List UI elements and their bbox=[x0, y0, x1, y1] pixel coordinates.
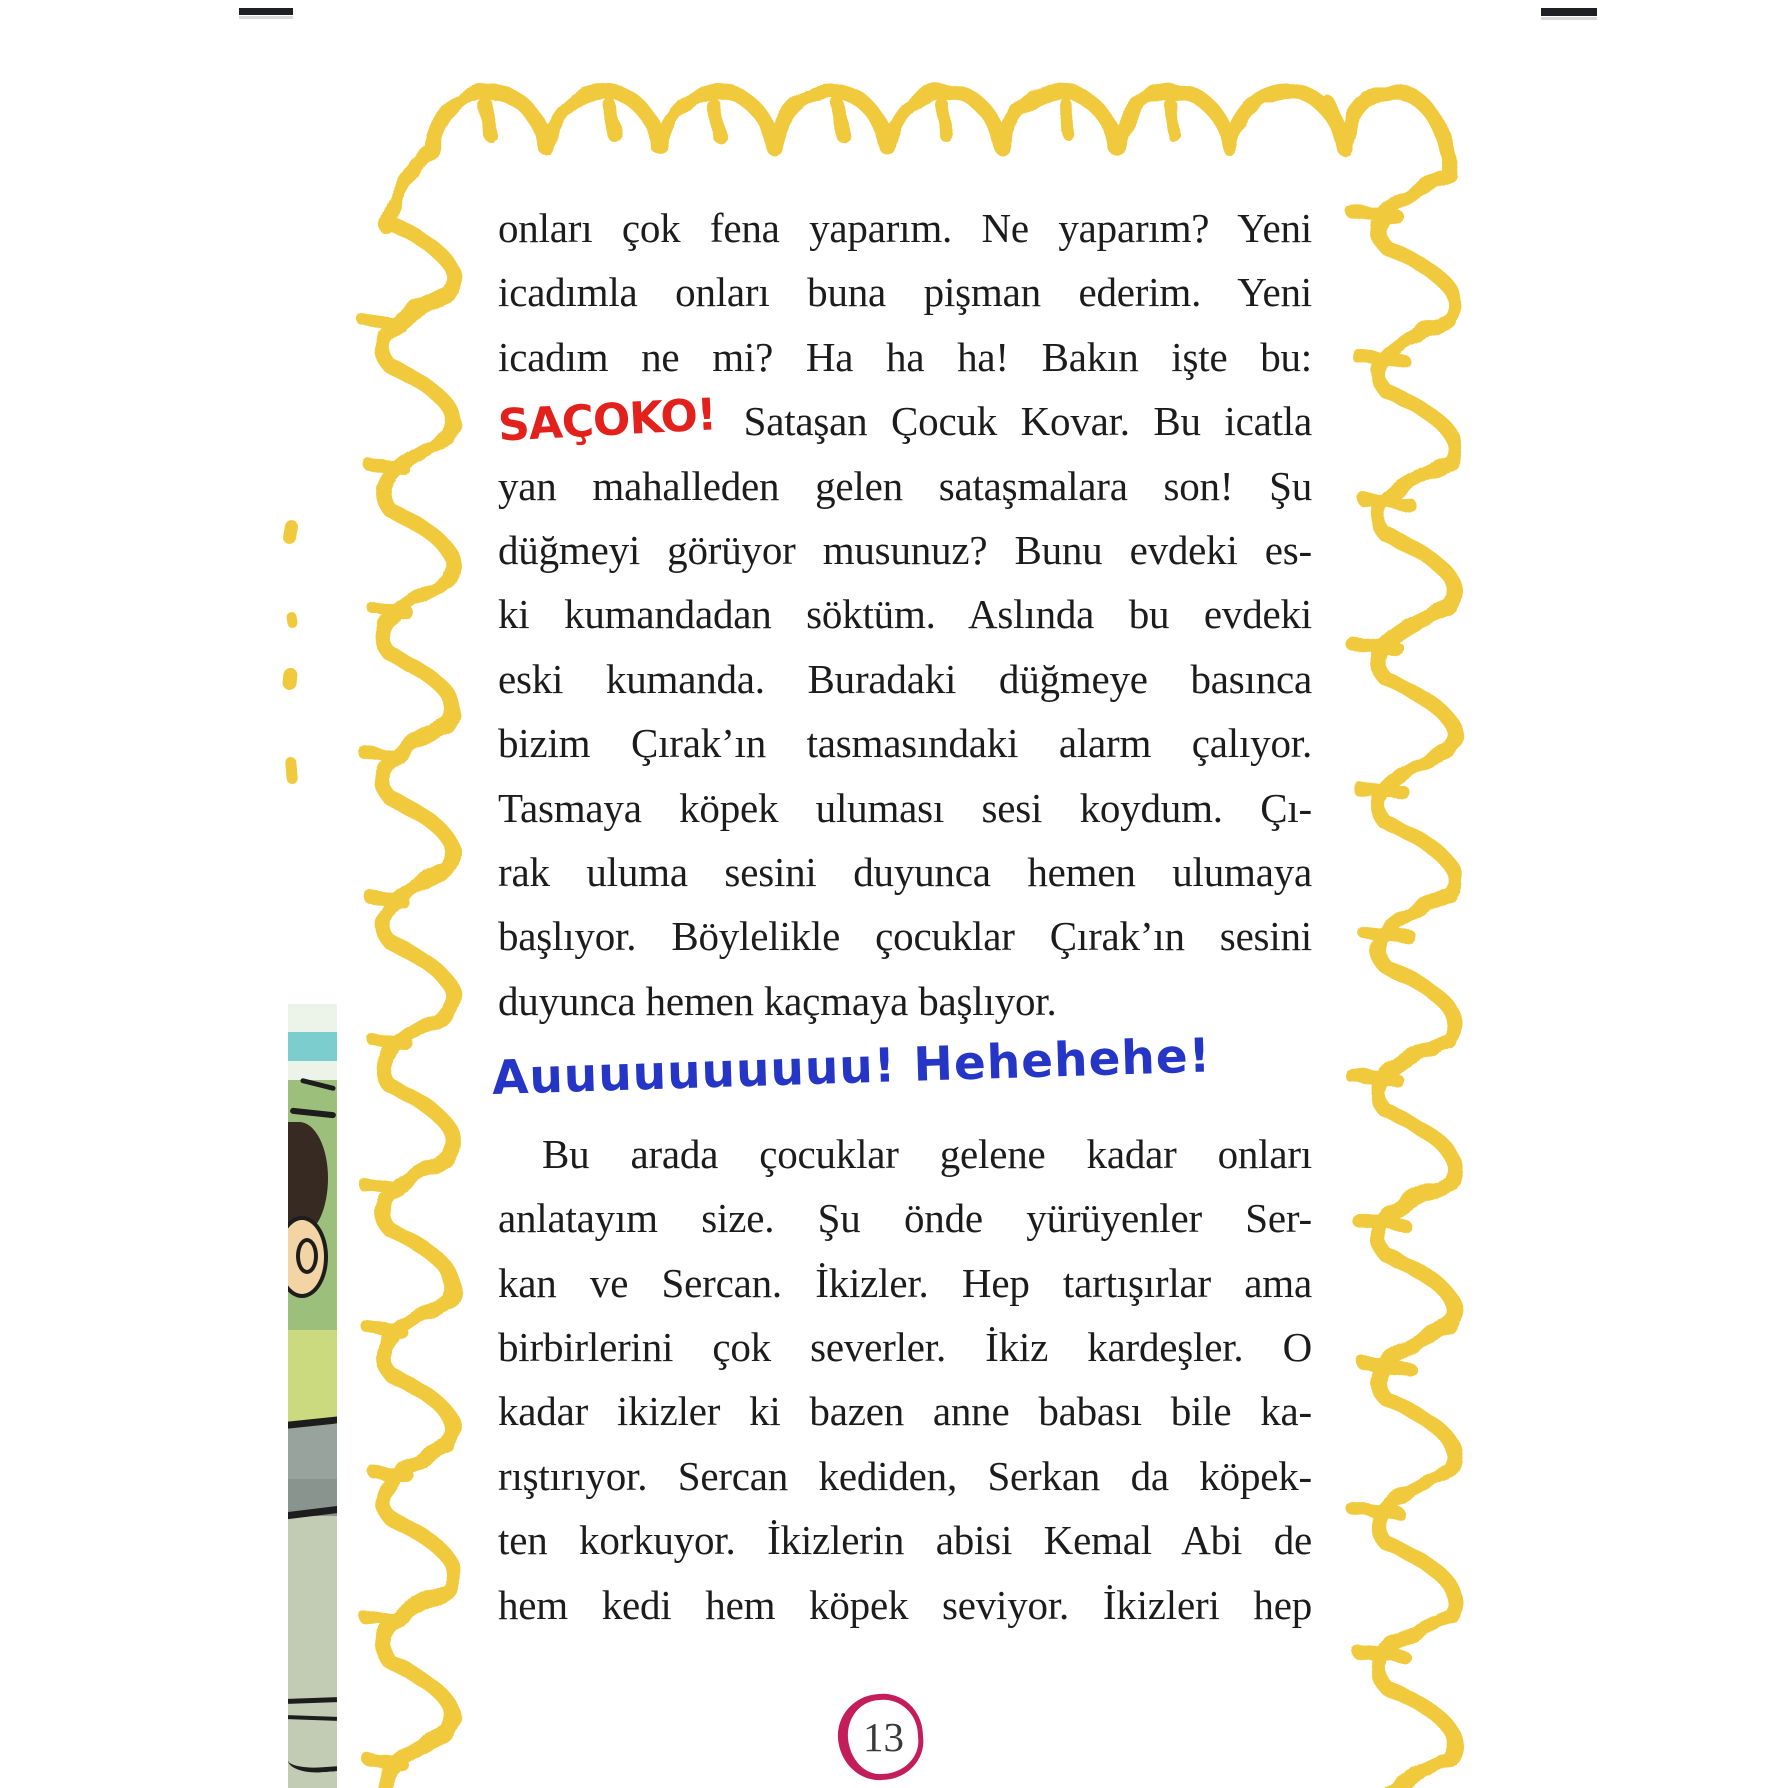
text-line-16: anlatayım size. Şu önde yürüyenler Ser- bbox=[498, 1195, 1312, 1242]
border-stroke bbox=[1364, 500, 1410, 505]
border-stroke bbox=[609, 104, 615, 136]
border-stroke bbox=[364, 1184, 398, 1189]
sliver-greygreen-band bbox=[288, 1516, 337, 1788]
text-line-6: düğmeyi görüyor musunuz? Bunu evdeki es- bbox=[498, 527, 1312, 574]
sliver-mint-band2 bbox=[288, 1061, 337, 1080]
border-stroke bbox=[364, 320, 398, 325]
red-word-sacoko: SAÇOKO! bbox=[496, 389, 718, 452]
border-stroke bbox=[485, 104, 491, 136]
border-stroke bbox=[364, 1616, 398, 1621]
text-line-2: icadımla onları buna pişman ederim. Yeni bbox=[498, 269, 1312, 316]
text-line-10: Tasmaya köpek uluması sesi koydum. Çı- bbox=[498, 784, 1312, 831]
text-line-19: kadar ikizler ki bazen anne babası bile ka- bbox=[498, 1388, 1312, 1435]
border-stroke bbox=[1364, 932, 1410, 937]
shout-line: Auuuuuuuuuu! Hehehehe! bbox=[491, 1028, 1212, 1107]
sliver-lime-band bbox=[288, 1330, 337, 1424]
text-line-21: ten korkuyor. İkizlerin abisi Kemal Abi de bbox=[498, 1517, 1312, 1564]
text-line-20: rıştırıyor. Sercan kediden, Serkan da köpek- bbox=[498, 1452, 1312, 1499]
text-line-22: hem kedi hem köpek seviyor. İkizleri hep bbox=[498, 1581, 1312, 1628]
character-ear-inner-curve bbox=[296, 1238, 318, 1274]
text-line-9: bizim Çırak’ın tasmasındaki alarm çalıyor. bbox=[498, 720, 1312, 767]
text-block bbox=[491, 196, 1312, 1637]
border-stroke bbox=[1352, 644, 1398, 649]
border-stroke bbox=[1352, 212, 1398, 217]
border-stroke bbox=[383, 222, 453, 1788]
sliver-teal-band bbox=[288, 1032, 337, 1061]
border-stroke bbox=[941, 104, 947, 136]
text-line-11: rak uluma sesini duyunca hemen ulumaya bbox=[498, 849, 1312, 896]
border-stroke bbox=[1358, 1220, 1404, 1225]
page-number: 13 bbox=[862, 1713, 904, 1760]
illustration-sliver bbox=[288, 1004, 337, 1788]
border-stroke bbox=[374, 1472, 408, 1477]
text-line-4: SAÇOKO! Sataşan Çocuk Kovar. Bu icatla bbox=[498, 389, 1312, 453]
text-line-7: ki kumandadan söktüm. Aslında bu evdeki bbox=[498, 591, 1312, 638]
border-stroke bbox=[1364, 1364, 1410, 1369]
border-stroke bbox=[364, 752, 398, 757]
border-stroke bbox=[374, 1040, 408, 1045]
border-stroke bbox=[1358, 356, 1404, 361]
border-stroke bbox=[374, 608, 408, 613]
border-stroke bbox=[1358, 788, 1404, 793]
border-stroke bbox=[1065, 104, 1071, 136]
border-stroke bbox=[1169, 104, 1175, 136]
border-stroke bbox=[837, 104, 843, 136]
text-line-3: icadım ne mi? Ha ha ha! Bakın işte bu: bbox=[498, 333, 1312, 380]
text-line-18: birbirlerini çok severler. İkiz kardeşler. O bbox=[498, 1323, 1312, 1370]
border-stroke bbox=[369, 464, 403, 469]
text-line-13: duyunca hemen kaçmaya başlıyor. bbox=[498, 977, 1057, 1024]
sliver-mint-band bbox=[288, 1004, 337, 1032]
text-line-15: Bu arada çocuklar gelene kadar onları bbox=[542, 1130, 1312, 1177]
border-stroke bbox=[713, 104, 719, 136]
text-line-17: kan ve Sercan. İkizler. Hep tartışırlar ama bbox=[498, 1259, 1312, 1306]
text-line-5: yan mahalleden gelen sataşmalara son! Şu bbox=[498, 462, 1312, 509]
border-stroke bbox=[1352, 1076, 1398, 1081]
border-stroke bbox=[369, 1760, 403, 1765]
border-stroke bbox=[1352, 1508, 1398, 1513]
border-stroke bbox=[369, 1328, 403, 1333]
text-line-8: eski kumanda. Buradaki düğmeye basınca bbox=[498, 655, 1312, 702]
yellow-fleck-4 bbox=[285, 757, 298, 785]
text-line-12: başlıyor. Böylelikle çocuklar Çırak’ın sesini bbox=[498, 913, 1312, 960]
border-stroke bbox=[1358, 1652, 1404, 1657]
text-line-1: onları çok fena yaparım. Ne yaparım? Yeni bbox=[498, 205, 1312, 251]
border-stroke bbox=[369, 896, 403, 901]
